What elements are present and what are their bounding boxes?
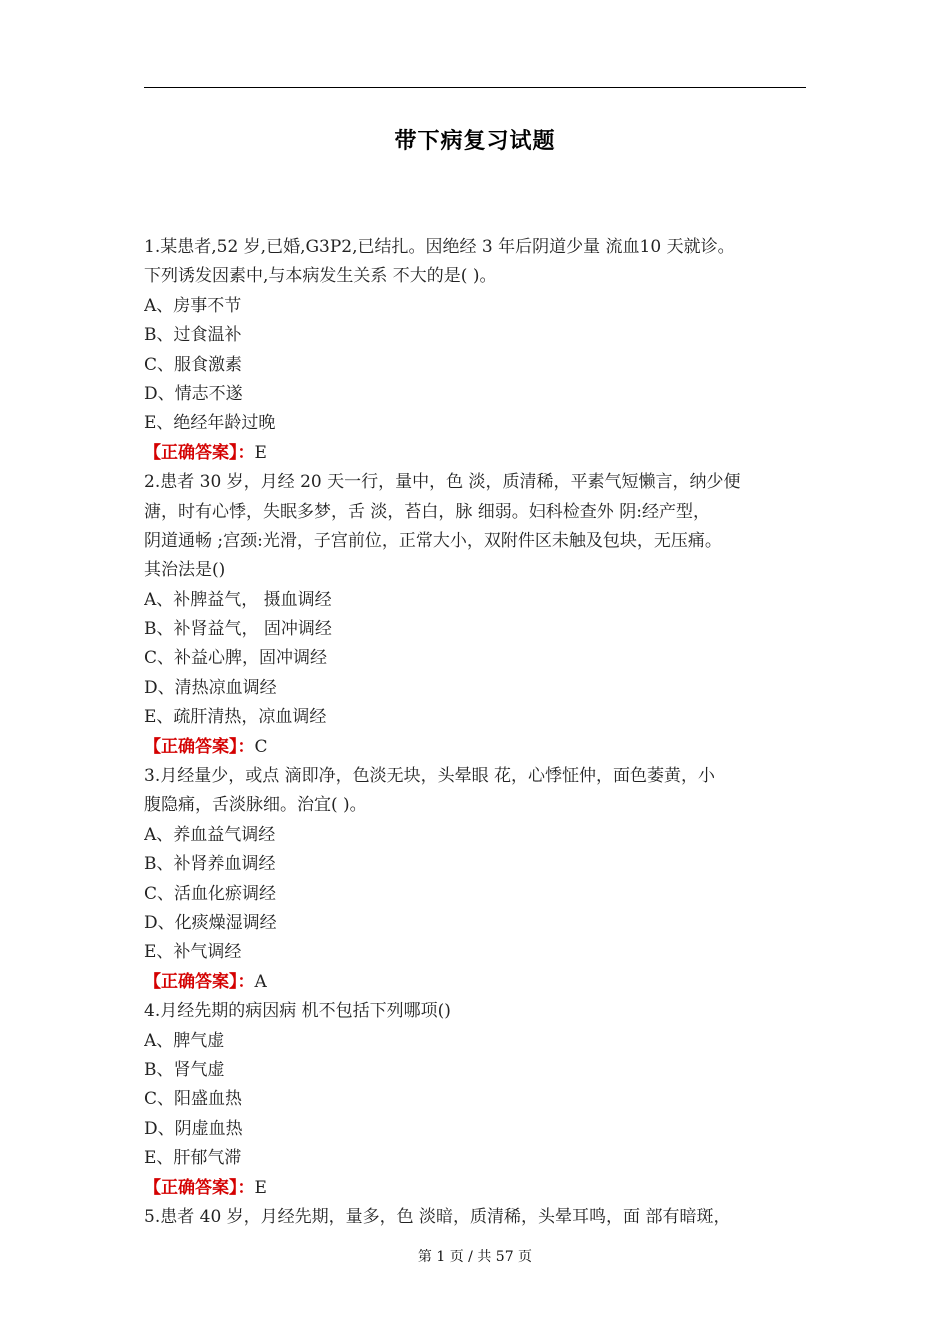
header-rule	[144, 87, 806, 88]
question-stem-line: 下列诱发因素中,与本病发生关系 不大的是( )。	[144, 266, 497, 287]
question-stem-line: 腹隐痛，舌淡脉细。治宜( )。	[144, 795, 367, 816]
question-stem-line: 4.月经先期的病因病 机不包括下列哪项()	[144, 1001, 451, 1022]
answer-option: C、服食激素	[144, 354, 243, 375]
question-stem-line: 3.月经量少，或点 滴即净，色淡无块，头晕眼 花，心悸怔仲，面色萎黄，小	[144, 766, 716, 787]
answer-option: B、补肾养血调经	[144, 854, 276, 875]
answer-option: C、活血化瘀调经	[144, 883, 277, 904]
answer-option: E、疏肝清热，凉血调经	[144, 707, 327, 728]
answer-option: C、阳盛血热	[144, 1089, 243, 1110]
answer-option: B、补肾益气， 固冲调经	[144, 619, 332, 640]
question-list	[144, 233, 808, 1232]
correct-answer-value: E	[254, 1177, 267, 1198]
correct-answer-label: 【正确答案】：	[144, 442, 255, 463]
answer-option: B、过食温补	[144, 325, 242, 346]
answer-option: C、补益心脾，固冲调经	[144, 648, 328, 669]
question-stem-line: 2.患者 30 岁，月经 20 天一行，量中，色 淡，质清稀，平素气短懒言，纳少便	[144, 472, 741, 493]
answer-option: B、肾气虚	[144, 1059, 225, 1080]
answer-option: D、情志不遂	[144, 383, 243, 404]
document-title: 带下病复习试题	[394, 129, 556, 154]
correct-answer-row	[144, 1174, 808, 1203]
question-stem-line: 1.某患者,52 岁,已婚,G3P2,已结扎。因绝经 3 年后阴道少量 流血10 天就诊。	[144, 237, 735, 257]
correct-answer-row	[144, 439, 808, 468]
answer-option: E、补气调经	[144, 942, 242, 963]
answer-option: A、补脾益气， 摄血调经	[144, 589, 332, 610]
correct-answer-label: 【正确答案】：	[144, 736, 255, 757]
answer-option: A、脾气虚	[144, 1030, 225, 1051]
answer-option: D、阴虚血热	[144, 1118, 243, 1139]
correct-answer-row	[144, 733, 808, 762]
question-stem-line: 阴道通畅 ;宫颈:光滑，子宫前位，正常大小，双附件区未触及包块，无压痛。	[144, 530, 722, 551]
answer-option: E、肝郁气滞	[144, 1148, 242, 1169]
correct-answer-row	[144, 968, 808, 997]
correct-answer-value: E	[254, 442, 267, 463]
answer-option: E、绝经年龄过晚	[144, 413, 276, 434]
answer-option: D、清热凉血调经	[144, 677, 277, 698]
answer-option: A、养血益气调经	[144, 824, 276, 845]
question-stem-line: 溏，时有心悸，失眠多梦，舌 淡，苔白，脉 细弱。妇科检查外 阴:经产型，	[144, 501, 710, 522]
correct-answer-label: 【正确答案】：	[144, 971, 255, 992]
correct-answer-label: 【正确答案】：	[144, 1177, 255, 1198]
question-stem-line: 5.患者 40 岁，月经先期，量多，色 淡暗，质清稀，头晕耳鸣，面 部有暗斑，	[144, 1206, 731, 1227]
question-stem-line: 其治法是()	[144, 560, 226, 581]
answer-option: D、化痰燥湿调经	[144, 912, 277, 933]
correct-answer-value: C	[254, 736, 268, 757]
answer-option: A、房事不节	[144, 295, 242, 316]
page-footer: 第 1 页 / 共 57 页	[417, 1249, 533, 1265]
correct-answer-value: A	[254, 971, 267, 992]
